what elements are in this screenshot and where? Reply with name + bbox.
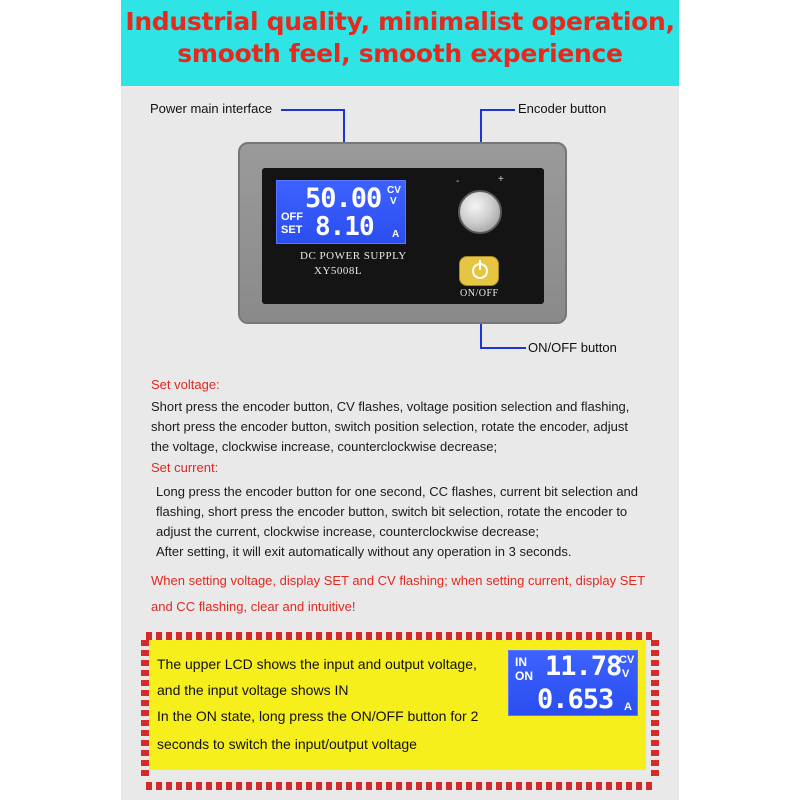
onoff-caption: ON/OFF [460,288,499,299]
encoder-callout-line [481,109,515,111]
front-panel [262,168,544,304]
io-current-unit: A [624,701,632,713]
current-unit: A [392,229,400,240]
set-indicator: SET [281,224,303,236]
set-current-line-3: adjust the current, clockwise increase, counterclockwise decrease; [156,524,539,539]
power-supply-module [238,142,567,324]
decorative-border-left [141,640,149,780]
cv-indicator: CV [387,185,401,196]
product-page [121,0,679,800]
current-readout: 8.10 [315,212,374,242]
onoff-button[interactable] [459,256,499,286]
info-line-3: In the ON state, long press the ON/OFF button for 2 [157,708,479,724]
on-indicator: ON [515,669,533,683]
note-line-1: When setting voltage, display SET and CV flashing; when setting current, display SET [151,573,646,588]
set-voltage-line-1: Short press the encoder button, CV flashes, voltage position selection and flashing, [151,399,630,414]
onoff-callout-line [480,347,526,349]
header-banner [121,0,679,86]
voltage-readout: 50.00 [305,183,382,214]
set-voltage-title: Set voltage: [151,377,220,392]
in-indicator: IN [515,655,527,669]
info-line-4: seconds to switch the input/output voltage [157,736,417,752]
onoff-button-label: ON/OFF button [528,340,617,355]
model-caption-line-1: DC POWER SUPPLY [300,250,407,262]
voltage-unit: V [390,196,397,207]
headline-line-2: smooth feel, smooth experience [177,39,623,68]
power-icon-bar [479,260,481,270]
off-indicator: OFF [281,211,303,223]
io-current-readout: 0.653 [537,684,614,715]
decorative-border-right [651,640,659,780]
encoder-button-label: Encoder button [518,101,607,116]
set-voltage-line-3: the voltage, clockwise increase, counterclockwise decrease; [151,439,498,454]
set-current-line-4: After setting, it will exit automatically without any operation in 3 seconds. [156,544,572,559]
decorative-border-top [146,632,656,640]
info-line-2: and the input voltage shows IN [157,682,349,698]
set-current-line-1: Long press the encoder button for one second, CC flashes, current bit selection and [156,484,639,499]
knob-minus-mark: - [456,176,460,187]
model-caption-line-2: XY5008L [314,265,363,277]
io-cv-indicator: CV [619,654,635,666]
note-line-2: and CC flashing, clear and intuitive! [151,599,356,614]
decorative-border-bottom [146,782,656,790]
io-voltage-unit: V [622,668,630,680]
set-voltage-line-2: short press the encoder button, switch position selection, rotate the encoder, adjust [151,419,628,434]
set-current-title: Set current: [151,460,219,475]
io-lcd-display [508,650,638,716]
io-voltage-readout: 11.78 [545,651,622,682]
power-main-callout-line [281,109,344,111]
encoder-knob[interactable] [458,190,502,234]
knob-plus-mark: + [498,174,504,185]
main-lcd-display [276,180,406,244]
headline-line-1: Industrial quality, minimalist operation, [125,7,675,36]
info-line-1: The upper LCD shows the input and output voltage, [157,656,477,672]
power-main-interface-label: Power main interface [150,101,273,116]
set-current-line-2: flashing, short press the encoder button, switch bit selection, rotate the encoder to [156,504,628,519]
